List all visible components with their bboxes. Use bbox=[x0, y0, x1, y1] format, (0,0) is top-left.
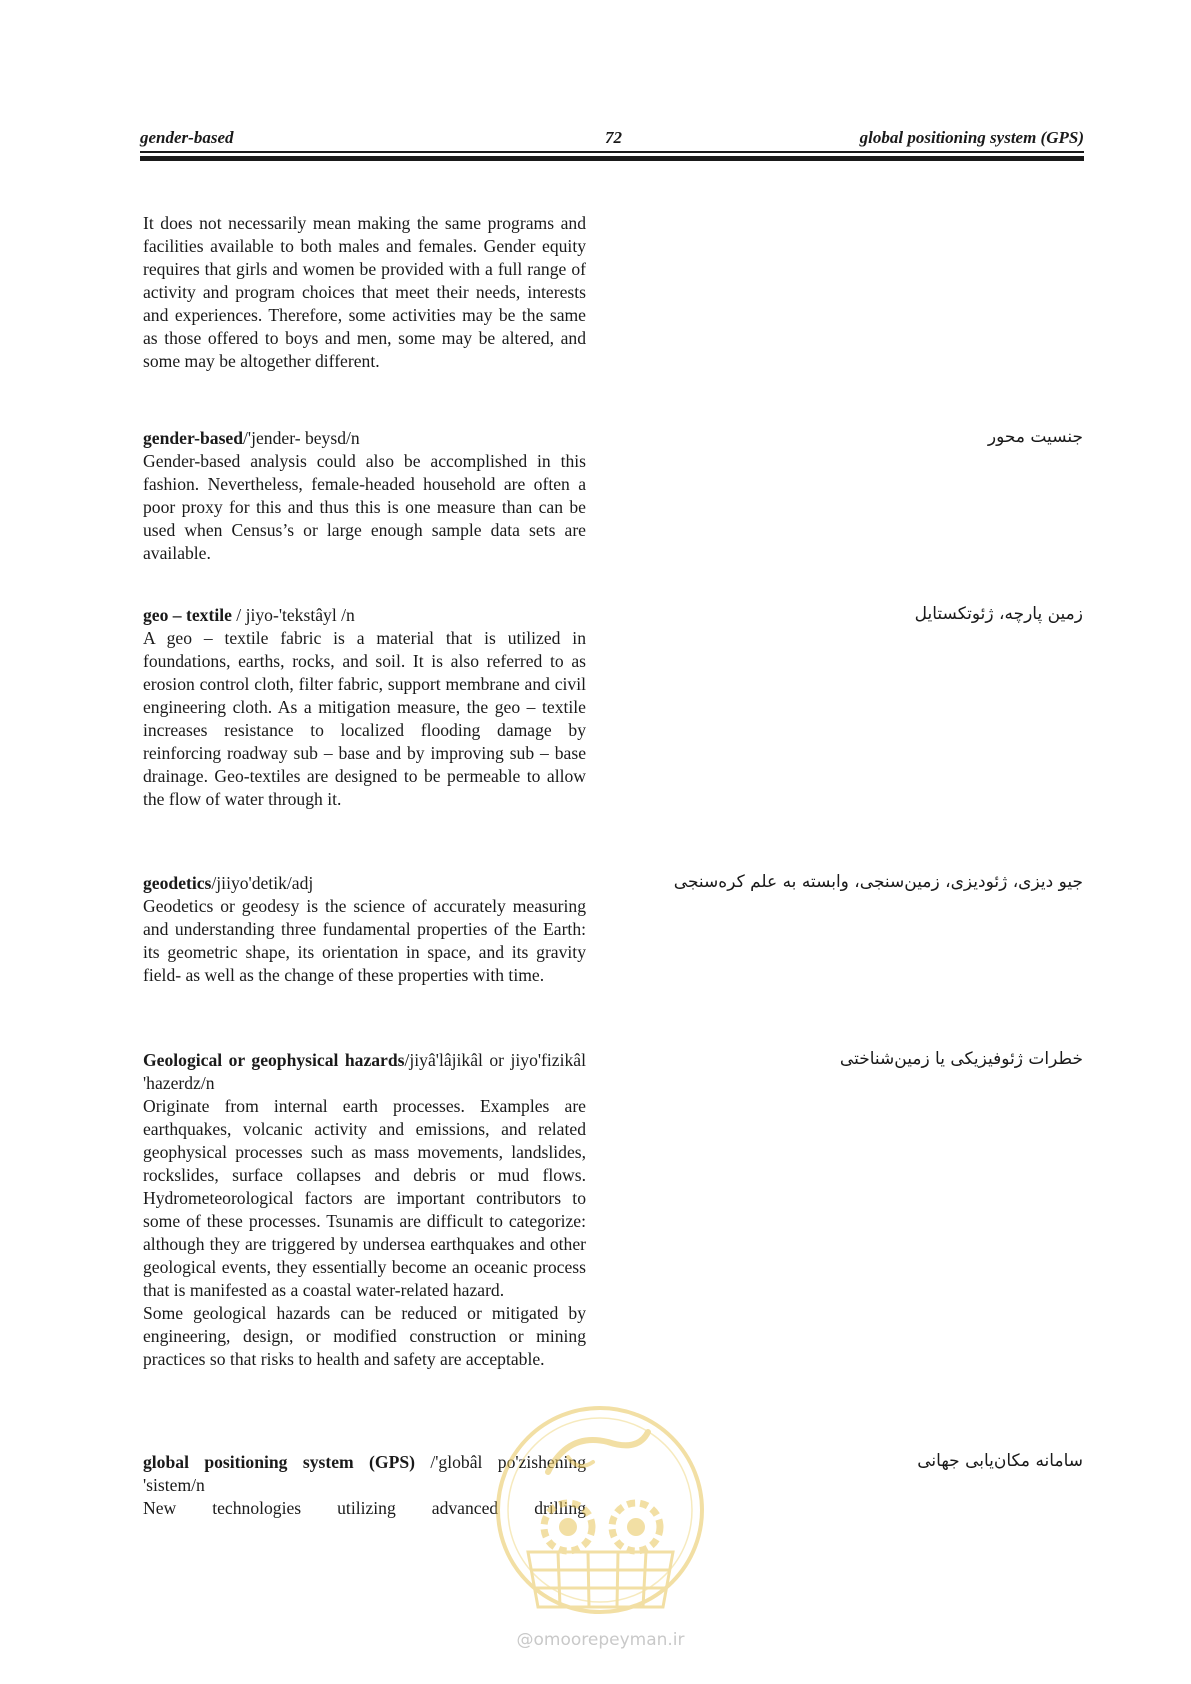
watermark-logo bbox=[488, 1402, 713, 1617]
entry-pronunciation: / jiyo-'tekstâyl /n bbox=[231, 605, 355, 625]
entry-translation: جیو دیزی، ژئودیزی، زمین‌سنجی، وابسته به علم کره‌سنجی bbox=[673, 872, 1083, 892]
header-left-guide-word: gender-based bbox=[140, 128, 234, 147]
entry-geological-hazards bbox=[143, 1049, 586, 1371]
page-number: 72 bbox=[605, 128, 622, 147]
header-right-guide-word: global positioning system (GPS) bbox=[859, 128, 1084, 147]
entry-pronunciation: /jiiyo'detik/adj bbox=[211, 873, 314, 893]
entry-pronunciation: /'globâl po'zishening 'sistem/n bbox=[143, 1452, 586, 1495]
entry-translation: جنسیت محور bbox=[987, 427, 1083, 447]
watermark-text: @omoorepeyman.ir bbox=[516, 1630, 685, 1650]
entry-term: geodetics bbox=[143, 873, 212, 893]
header-rule-thin bbox=[140, 151, 1084, 153]
entry-definition: Geodetics or geodesy is the science of accurately measuring and understanding three fundamental properties of the Earth: its geometric shape, its orientation in space, and its gravity field- as well as the change of these properties with time. bbox=[143, 896, 586, 985]
entry-gender-based bbox=[143, 427, 586, 565]
intro-paragraph bbox=[143, 212, 586, 373]
intro-text: It does not necessarily mean making the same programs and facilities available to both males and females. Gender equity requires that girls and women be provided with a full range of activity and program choices that meet their needs, interests and experiences. Therefore, some activities may be the same as those offered to boys and men, some may be altered, and some may be altogether different. bbox=[143, 213, 586, 371]
running-header bbox=[140, 128, 1084, 150]
entry-term: Geological or geophysical hazards bbox=[143, 1050, 405, 1070]
entry-pronunciation: /'jender- beysd/n bbox=[243, 428, 360, 448]
entry-term: global positioning system (GPS) bbox=[143, 1452, 415, 1472]
entry-definition-continued: Some geological hazards can be reduced or mitigated by engineering, design, or modified construction or mining practices so that risks to health and safety are acceptable. bbox=[143, 1303, 586, 1369]
entry-definition: Originate from internal earth processes. Examples are earthquakes, volcanic activity and emissions, and related geophysical processes such as mass movements, landslides, rockslides, surface collapses and debris or mud flows. Hydrometeorological factors are important contributors to some of these processes. Tsunamis are difficult to categorize: although they are triggered by undersea earthquakes and other geological events, they essentially become an oceanic process that is manifested as a coastal water-related hazard. bbox=[143, 1096, 586, 1300]
entry-definition: Gender-based analysis could also be accomplished in this fashion. Nevertheless, female-headed household are often a poor proxy for this and thus this is one measure than can be used when Census’s or large enough sample data sets are available. bbox=[143, 451, 586, 563]
entry-translation: زمین پارچه، ژئوتکستایل bbox=[914, 604, 1083, 624]
entry-translation: خطرات ژئوفیزیکی یا زمین‌شناختی bbox=[839, 1049, 1083, 1069]
entry-geo-textile bbox=[143, 604, 586, 811]
entry-definition: New technologies utilizing advanced drilling bbox=[143, 1498, 586, 1518]
entry-definition: A geo – textile fabric is a material that is utilized in foundations, earths, rocks, and soil. It is also referred to as erosion control cloth, filter fabric, support membrane and civil engineering cloth. As a mitigation measure, the geo – textile increases resistance to localized flooding damage by reinforcing roadway sub – base and by improving sub – base drainage. Geo-textiles are designed to be permeable to allow the flow of water through it. bbox=[143, 628, 586, 809]
entry-term: gender-based bbox=[143, 428, 244, 448]
entry-pronunciation: /jiyâ'lâjikâl or jiyo'fizikâl 'hazerdz/n bbox=[143, 1050, 586, 1093]
entry-translation: سامانه مکان‌یابی جهانی bbox=[917, 1451, 1083, 1471]
entry-geodetics bbox=[143, 872, 586, 987]
entry-term: geo – textile bbox=[143, 605, 232, 625]
header-rule-thick bbox=[140, 156, 1084, 161]
